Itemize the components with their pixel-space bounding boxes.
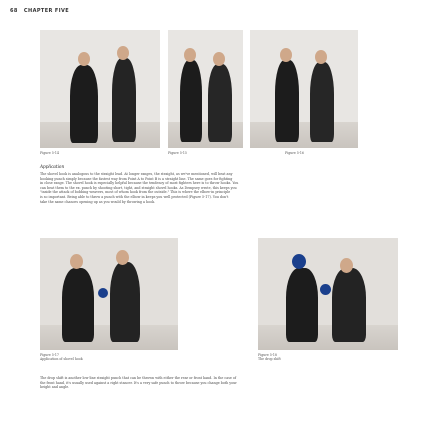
photo-figure-5-17 (40, 238, 178, 350)
caption-figure-5-15: Figure 5-15 (168, 151, 187, 155)
paragraph-line: can beat them to the ex. punch by shooting short, tight, and straight shovel hooks. As Dempsey wrote, this keeps you (40, 185, 237, 190)
photo-figure-5-16 (250, 30, 358, 148)
page-number: 68 (10, 8, 18, 14)
caption-figure-5-16: Figure 5-16 (285, 151, 304, 155)
section-paragraph (40, 172, 360, 204)
figure-number: Figure 5-17 (40, 353, 59, 357)
photo-figure-5-18 (258, 238, 398, 350)
caption-figure-5-18 (258, 353, 281, 361)
paragraph-line: The shovel hook is analogous to the straight lead. At longer ranges, the straight, as we've mentioned, will beat any (40, 172, 233, 176)
caption-figure-5-14: Figure 5-14 (40, 151, 59, 155)
paragraph-line: hooking punch simply because the fastest way from Point A to Point B is a straight line. The same goes for fighting (40, 176, 233, 181)
page-header (10, 8, 69, 14)
caption-figure-5-17 (40, 353, 83, 361)
chapter-title: CHAPTER FIVE (23, 8, 70, 14)
paragraph-line: in close range. The shovel hook is especially helpful because the tendency of most fighters here is to throw hooks. You (40, 181, 239, 186)
figure-caption: Application of shovel hook (40, 357, 83, 361)
section-heading: Application (40, 164, 65, 169)
paragraph-line: take the same chances opening up as you would by throwing a hook. (40, 199, 156, 204)
closing-paragraph (40, 376, 360, 390)
figure-caption: The drop shift (258, 357, 281, 361)
photo-figure-5-15 (168, 30, 243, 148)
figure-number: Figure 5-18 (258, 353, 277, 357)
photo-figure-5-14 (40, 30, 160, 148)
paragraph-line: is so important. Being able to throw a punch with the elbow in keeps you well protected (Figure 5-17). You don't (40, 194, 229, 199)
paragraph-line: "inside the attack of bobbing weavers, most of whom hook from the outside." This is where the elbow-in principle (40, 190, 231, 195)
paragraph-line: the front hand, it's usually used against a right stancer. It's a very safe punch to throw because you change both your (40, 380, 237, 385)
paragraph-line: The drop shift is another low-line straight punch that can be thrown with either the rear or front hand. In the case of (40, 376, 237, 380)
paragraph-line: height and angle. (40, 385, 70, 390)
